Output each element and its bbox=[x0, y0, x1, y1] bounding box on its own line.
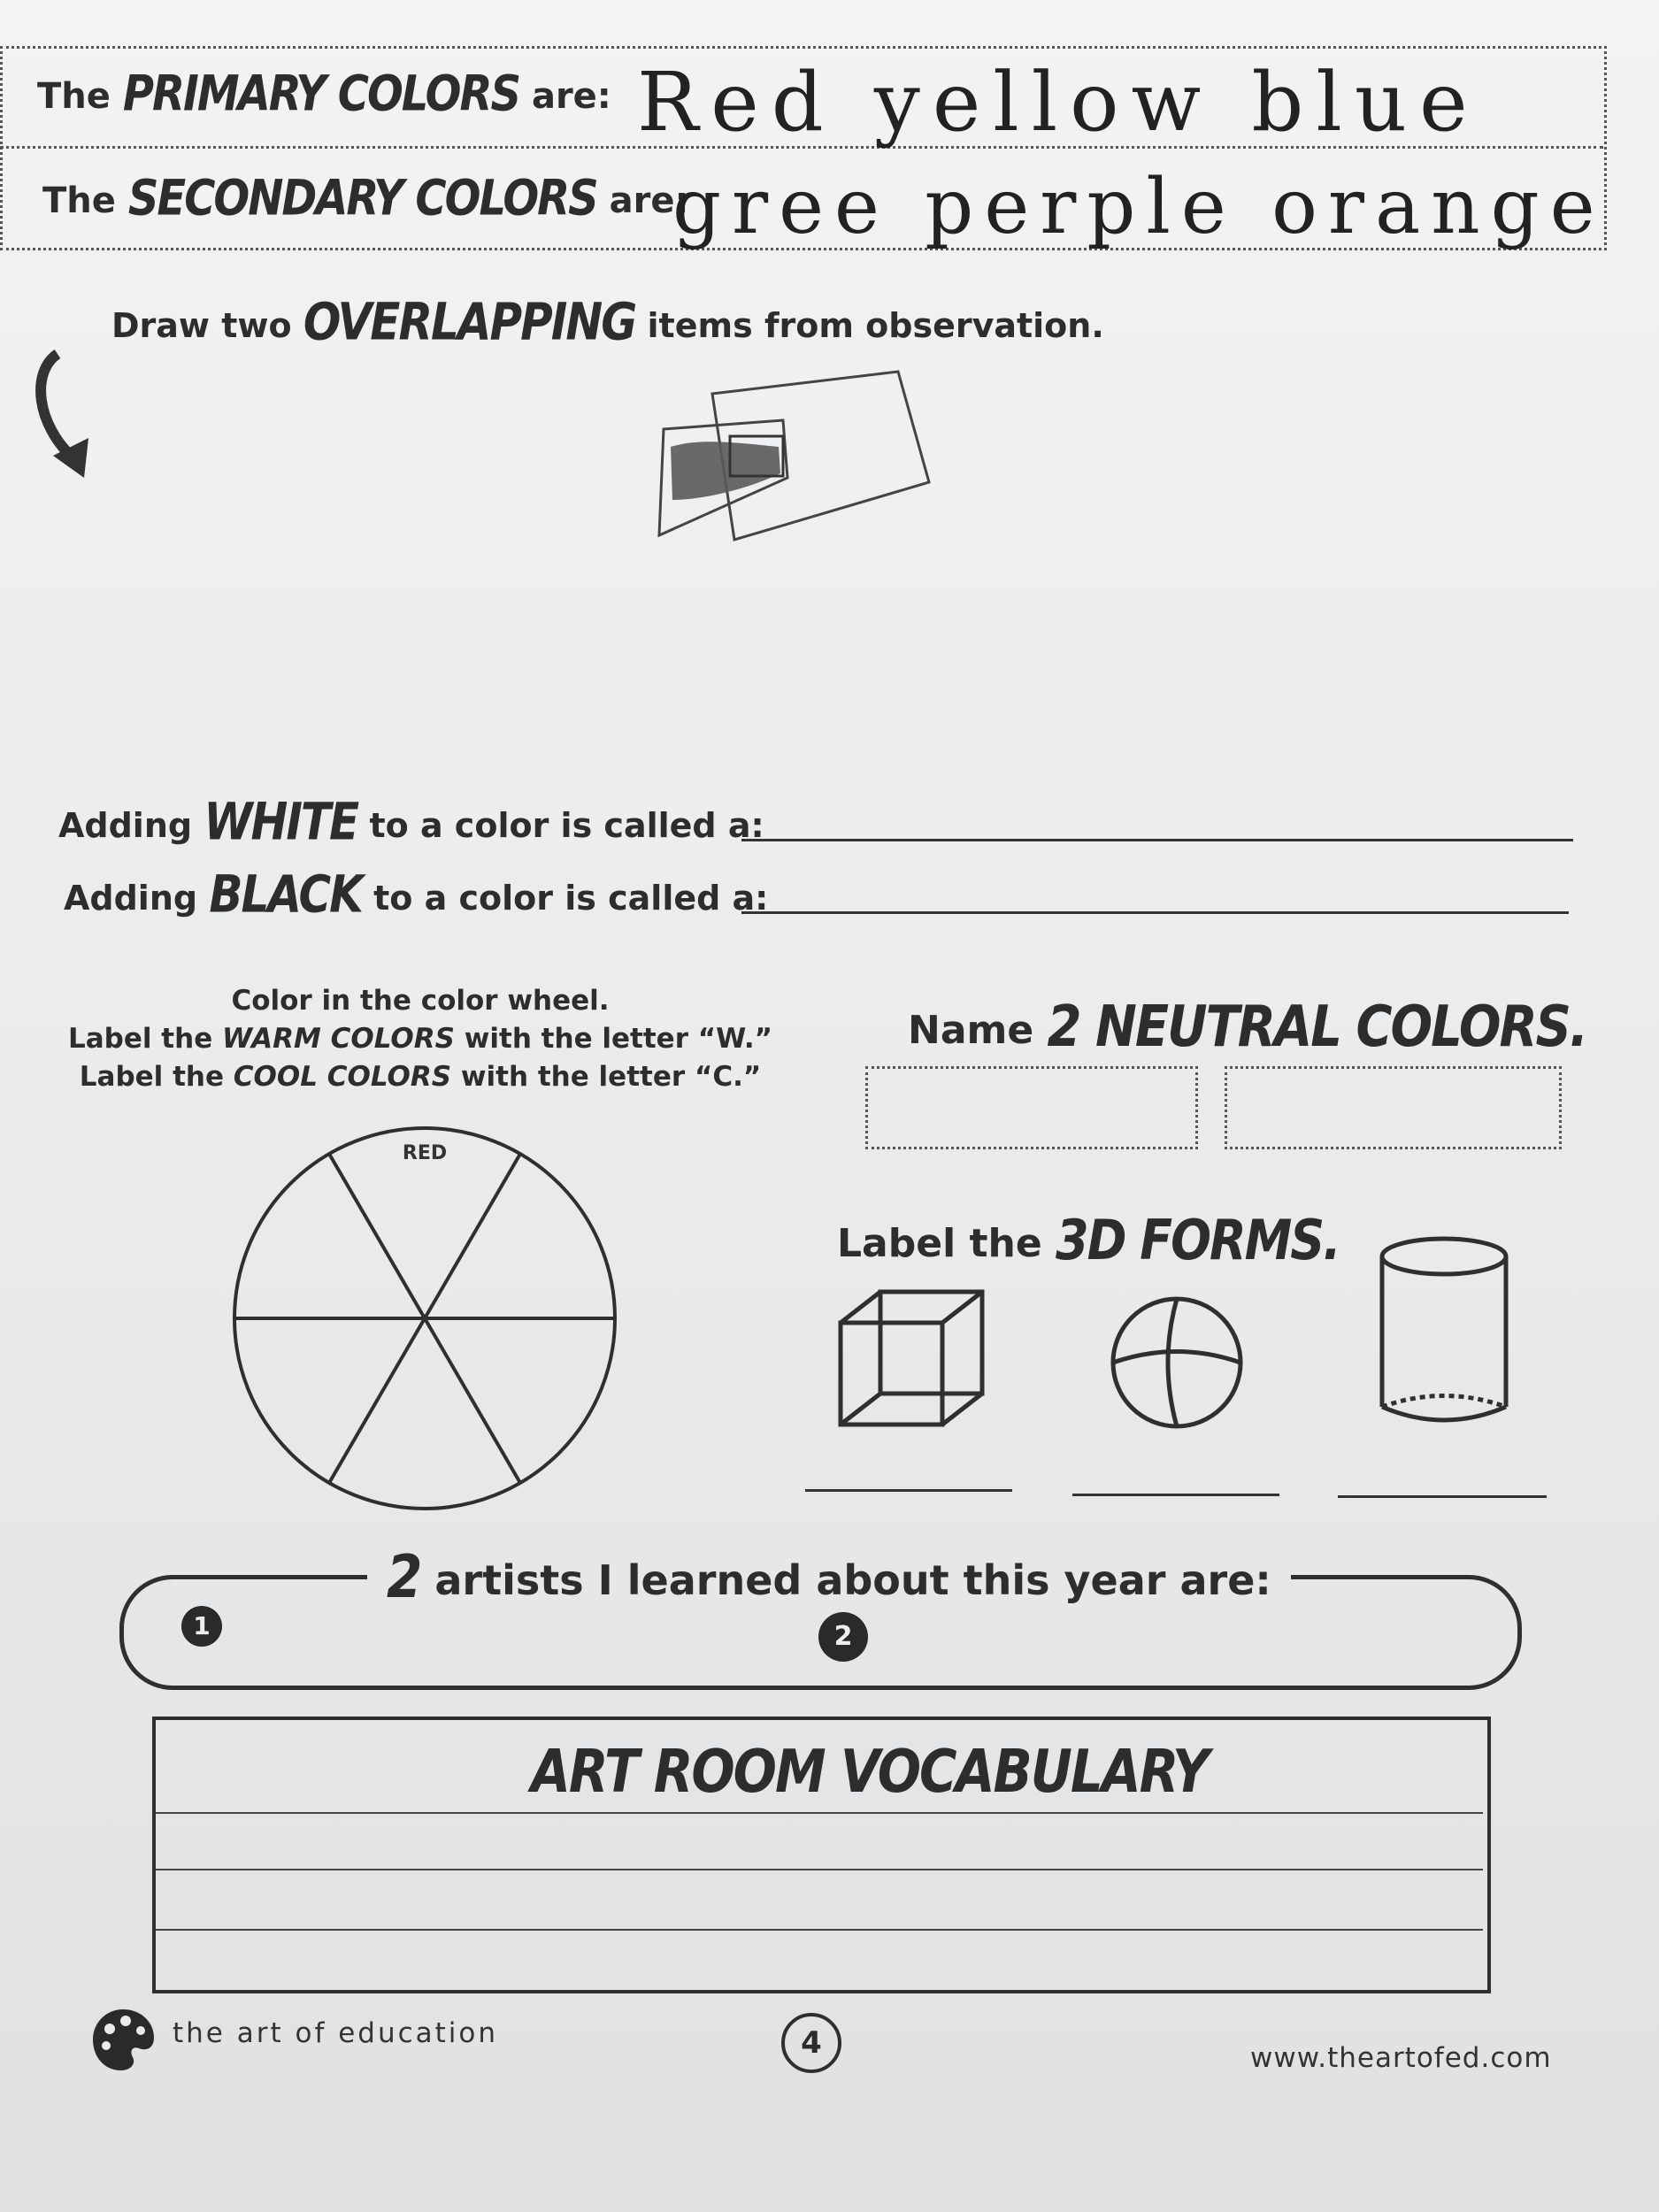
shade-answer-line[interactable] bbox=[741, 911, 1569, 914]
secondary-colors-answer[interactable]: gree perple orange bbox=[672, 163, 1606, 251]
tint-question: Adding WHITE to a color is called a: bbox=[58, 792, 764, 852]
vocabulary-line-3[interactable] bbox=[156, 1929, 1483, 1931]
shade-question: Adding BLACK to a color is called a: bbox=[64, 864, 769, 925]
cylinder-icon bbox=[1376, 1234, 1513, 1433]
neutral-answer-box-1[interactable] bbox=[865, 1066, 1198, 1149]
forms-question: Label the 3D FORMS. bbox=[837, 1208, 1340, 1272]
neutral-answer-box-2[interactable] bbox=[1225, 1066, 1562, 1149]
primary-colors-answer[interactable]: Red yellow blue bbox=[637, 55, 1480, 150]
overlap-instruction: Draw two OVERLAPPING items from observation. bbox=[111, 292, 1104, 352]
vocabulary-line-2[interactable] bbox=[156, 1869, 1483, 1870]
sphere-label-line[interactable] bbox=[1072, 1494, 1279, 1496]
vocabulary-line-1[interactable] bbox=[156, 1812, 1483, 1814]
wheel-instructions bbox=[35, 982, 805, 1096]
neutral-question: Name 2 NEUTRAL COLORS. bbox=[908, 994, 1587, 1060]
color-wheel[interactable] bbox=[226, 1124, 624, 1513]
artist-2-badge[interactable]: 2 bbox=[818, 1612, 868, 1662]
tint-answer-line[interactable] bbox=[741, 839, 1573, 841]
primary-colors-question: The PRIMARY COLORS are: bbox=[37, 65, 611, 123]
vocabulary-title: ART ROOM VOCABULARY bbox=[531, 1736, 1208, 1807]
secondary-colors-question: The SECONDARY COLORS are: bbox=[42, 169, 689, 227]
curved-arrow-icon bbox=[18, 345, 97, 487]
cube-icon bbox=[836, 1287, 987, 1429]
footer-url[interactable]: www.theartofed.com bbox=[1250, 2042, 1552, 2074]
wheel-red-label: RED bbox=[402, 1142, 448, 1164]
footer-brand: the art of education bbox=[173, 2017, 499, 2049]
cylinder-label-line[interactable] bbox=[1338, 1495, 1547, 1498]
wheel-instruction-1: Color in the color wheel. bbox=[231, 985, 610, 1017]
artist-1-badge[interactable]: 1 bbox=[181, 1606, 222, 1647]
student-drawing bbox=[646, 358, 938, 553]
wheel-instruction-2: Label the WARM COLORS with the letter “W.” bbox=[68, 1023, 772, 1055]
cube-label-line[interactable] bbox=[805, 1489, 1012, 1492]
palette-logo-icon bbox=[90, 2007, 157, 2073]
sphere-icon bbox=[1106, 1292, 1248, 1433]
page-number: 4 bbox=[781, 2013, 841, 2073]
wheel-instruction-3: Label the COOL COLORS with the letter “C.” bbox=[79, 1061, 762, 1093]
artists-question: 2 artists I learned about this year are: bbox=[367, 1547, 1291, 1607]
